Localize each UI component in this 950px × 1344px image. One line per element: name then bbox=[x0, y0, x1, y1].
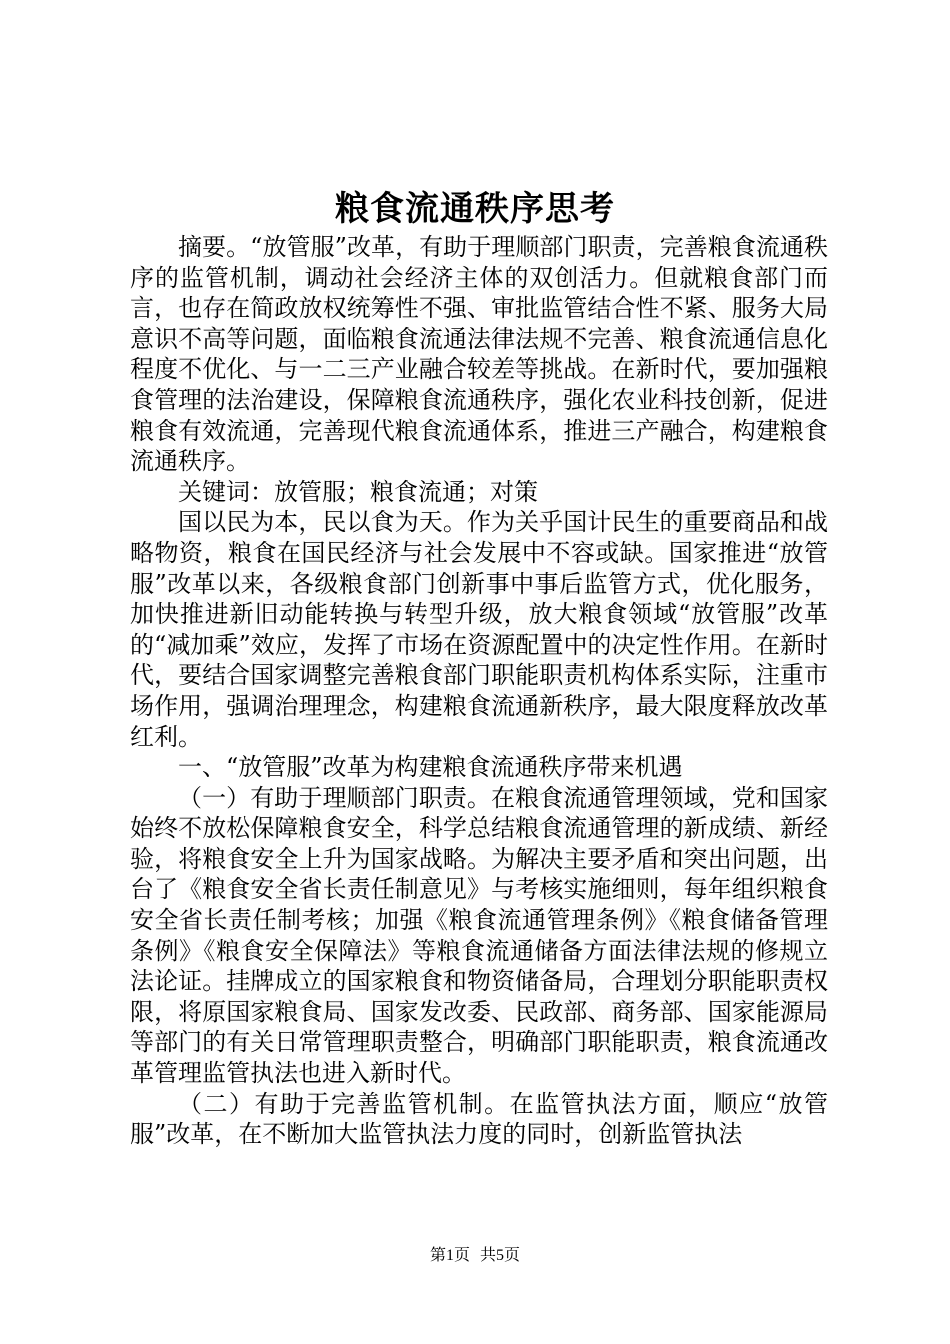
page-footer bbox=[0, 1245, 950, 1267]
page-number: 第1页 bbox=[429, 1247, 470, 1264]
subsection-paragraph-2: （二）有助于完善监管机制。在监管执法方面，顺应“放管服”改革，在不断加大监管执法力度的同时，创新监管执法 bbox=[130, 1089, 828, 1149]
section-heading: 一、“放管服”改革为构建粮食流通秩序带来机遇 bbox=[178, 753, 683, 782]
document-title: 粮食流通秩序思考 bbox=[335, 189, 615, 229]
subsection-paragraph-1: （一）有助于理顺部门职责。在粮食流通管理领域，党和国家始终不放松保障粮食安全，科学总结粮食流通管理的新成绩、新经验，将粮食安全上升为国家战略。为解决主要矛盾和突出问题，出台了《粮食安全省长责任制意见》与考核实施细则，每年组织粮食安全省长责任制考核；加强《粮食流通管理条例》《粮食储备管理条例》《粮食安全保障法》等粮食流通储备方面法律法规的修规立法论证。挂牌成立的国家粮食和物资储备局，合理划分职能职责权限，将原国家粮食局、国家发改委、民政部、商务部、国家能源局等部门的有关日常管理职责整合，明确部门职能职责，粮食流通改革管理监管执法也进入新时代。 bbox=[130, 783, 828, 1088]
intro-paragraph: 国以民为本，民以食为天。作为关乎国计民生的重要商品和战略物资，粮食在国民经济与社会发展中不容或缺。国家推进“放管服”改革以来，各级粮食部门创新事中事后监管方式，优化服务，加快推进新旧动能转换与转型升级，放大粮食领域“放管服”改革的“减加乘”效应，发挥了市场在资源配置中的决定性作用。在新时代，要结合国家调整完善粮食部门职能职责机构体系实际，注重市场作用，强调治理理念，构建粮食流通新秩序，最大限度释放改革红利。 bbox=[130, 508, 828, 751]
document-body bbox=[130, 232, 828, 1150]
abstract-paragraph: 摘要。“放管服”改革，有助于理顺部门职责，完善粮食流通秩序的监管机制，调动社会经济主体的双创活力。但就粮食部门而言，也存在简政放权统筹性不强、审批监管结合性不紧、服务大局意识不高等问题，面临粮食流通法律法规不完善、粮食流通信息化程度不优化、与一二三产业融合较差等挑战。在新时代，要加强粮食管理的法治建设，保障粮食流通秩序，强化农业科技创新，促进粮食有效流通，完善现代粮食流通体系，推进三产融合，构建粮食流通秩序。 bbox=[130, 233, 828, 476]
keywords-paragraph: 关键词：放管服；粮食流通；对策 bbox=[178, 477, 538, 506]
page-total: 共5页 bbox=[480, 1247, 521, 1264]
